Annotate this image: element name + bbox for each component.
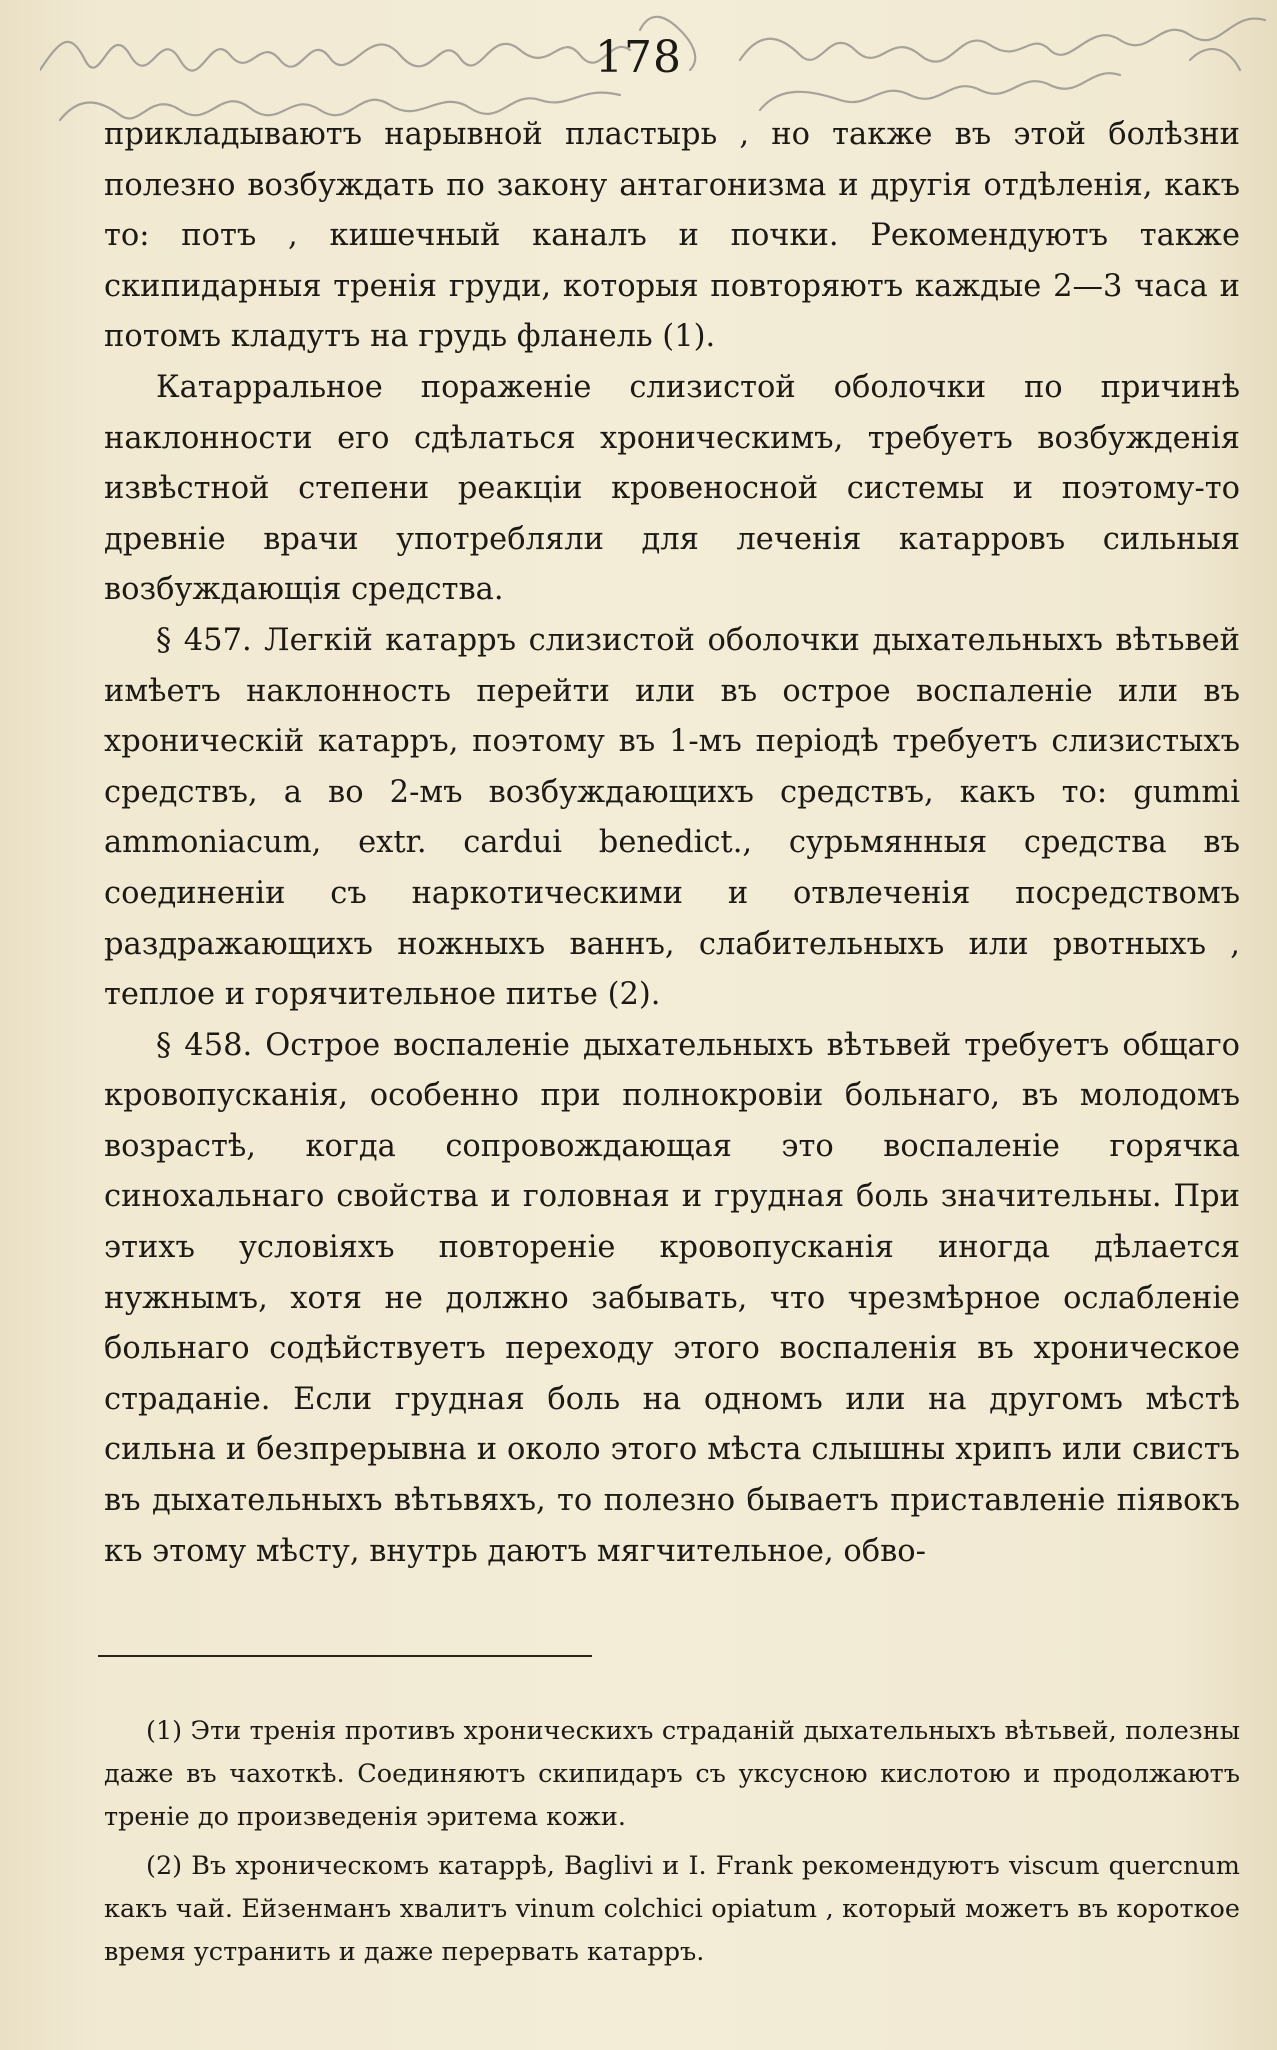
paragraph-section-458: § 458. Острое воспаленіе дыхательныхъ вѣтьвей требуетъ общаго кровопусканія, особенно при полнокровіи больнаго, въ молодомъ возрастѣ, когда сопровождающая это воспаленіе горячка синохальнаго свойства и головная и грудная боль значительны. При этихъ условіяхъ повтореніе кровопусканія иногда дѣлается нужнымъ, хотя не должно забывать, что чрезмѣрное ослабленіе больнаго содѣйствуетъ переходу этого воспаленія въ хроническое страданіе. Если грудная боль на одномъ или на другомъ мѣстѣ сильна и безпрерывна и около этого мѣста слышны хрипъ или свистъ въ дыхательныхъ вѣтьвяхъ, то полезно бываетъ приставленіе піявокъ къ этому мѣсту, внутрь даютъ мягчительное, обво- xyxy=(104,1027,1240,1569)
paragraph-section-457: § 457. Легкій катарръ слизистой оболочки дыхательныхъ вѣтьвей имѣетъ наклонность перейти или въ острое воспаленіе или въ хроническій катарръ, поэтому въ 1-мъ періодѣ требуетъ слизистыхъ средствъ, а во 2-мъ возбуждающихъ средствъ, какъ то: gummi ammoniacum, extr. cardui benedict., сурьмянныя средства въ соединеніи съ наркотическими и отвлеченія посредствомъ раздражающихъ ножныхъ ваннъ, слабительныхъ или рвотныхъ , теплое и горячительное питье (2). xyxy=(104,622,1240,1013)
page-number: 178 xyxy=(595,32,682,83)
footnotes xyxy=(104,1710,1240,1980)
paragraph-catarrh: Катарральное пораженіе слизистой оболочки по причинѣ наклонности его сдѣлаться хроническимъ, требуетъ возбужденія извѣстной степени реакціи кровеносной системы и поэтому-то древніе врачи употребляли для леченія катарровъ сильныя возбуждающія средства. xyxy=(104,369,1240,608)
paragraph-continuation: прикладываютъ нарывной пластырь , но также въ этой болѣзни полезно возбуждать по закону антагонизма и другія отдѣленія, какъ то: потъ , кишечный каналъ и почки. Рекомендуютъ также скипидарныя тренія груди, которыя повторяютъ каждые 2—3 часа и потомъ кладутъ на грудь фланель (1). xyxy=(104,117,1240,355)
footnote-2: (2) Въ хроническомъ катаррѣ, Baglivi и I. Frank рекомендуютъ viscum quercnum какъ чай. Ейзенманъ хвалитъ vinum colchici opiatum , который можетъ въ короткое время устранить и даже перервать катарръ. xyxy=(104,1851,1240,1967)
main-text xyxy=(104,110,1240,1577)
footnote-divider xyxy=(98,1655,592,1657)
footnote-1: (1) Эти тренія противъ хроническихъ страданій дыхательныхъ вѣтьвей, полезны даже въ чахоткѣ. Соединяютъ скипидаръ съ уксусною кислотою и продолжаютъ треніе до произведенія эритема кожи. xyxy=(104,1716,1240,1832)
